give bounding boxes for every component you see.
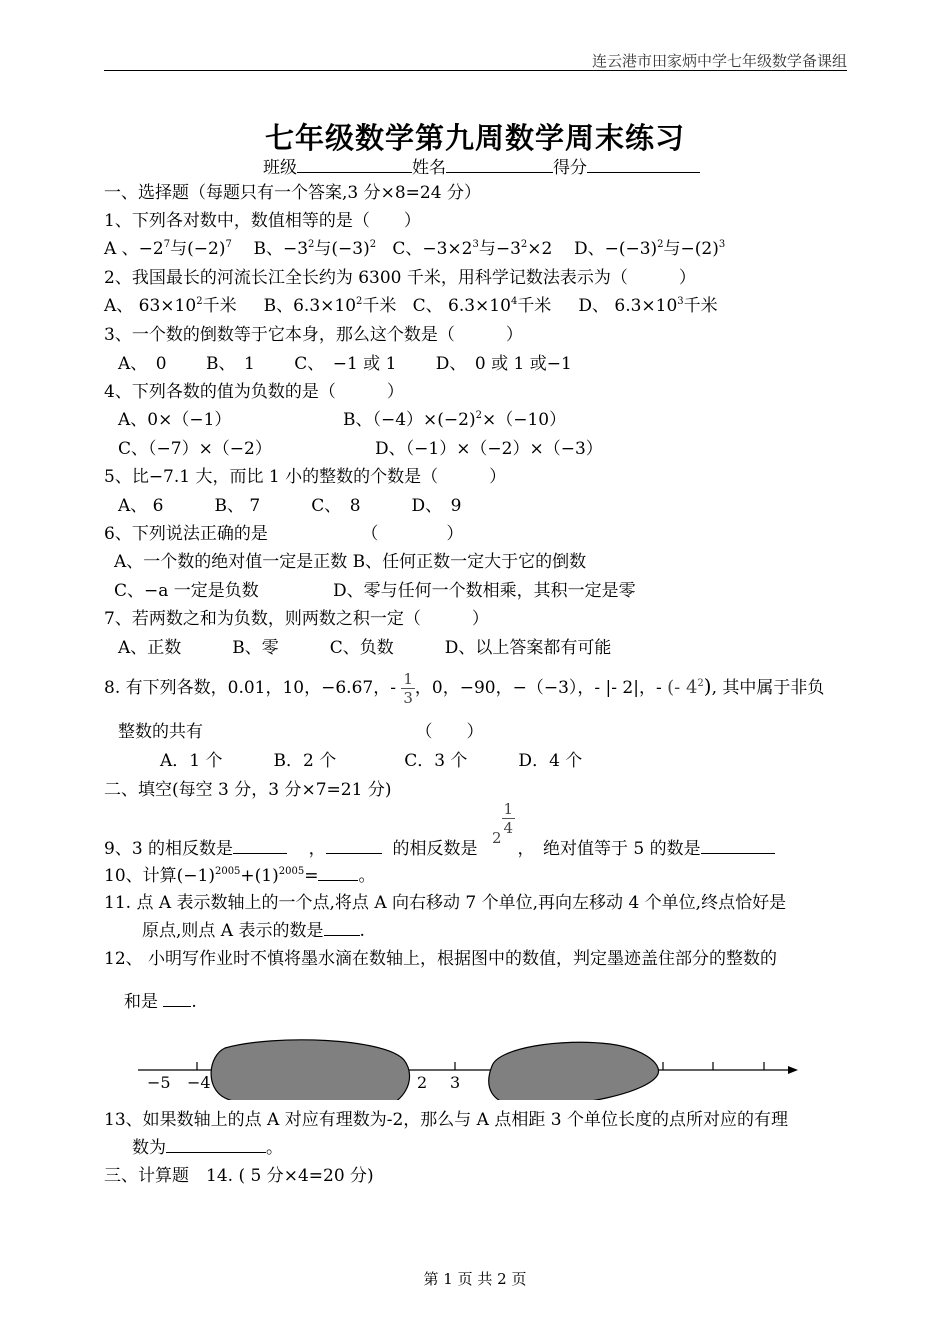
question-7-options: A、正数 B、零 C、负数 D、以上答案都有可能 — [118, 638, 612, 658]
number-line-figure — [0, 1030, 950, 1100]
fraction-one-third: $\frac{1}{3}$ — [403, 670, 413, 707]
question-6: 6、下列说法正确的是 （ ） — [104, 524, 464, 544]
header-rule — [104, 70, 847, 71]
question-2: 2、我国最长的河流长江全长约为 6300 千米，用科学记数法表示为（ ） — [104, 268, 696, 288]
ink-blot-right — [489, 1042, 659, 1100]
question-6-option-c: C、−a 一定是负数 — [114, 581, 259, 601]
tick-label-neg4: −4 — [187, 1073, 211, 1092]
tick-label-3: 3 — [450, 1073, 461, 1092]
question-8-line-2: 整数的共有 （ ） — [118, 722, 484, 742]
score-label: 得分 — [553, 158, 587, 178]
class-label: 班级 — [263, 158, 297, 178]
question-12-line-1: 12、 小明写作业时不慎将墨水滴在数轴上，根据图中的数值，判定墨迹盖住部分的整数的 — [104, 949, 778, 969]
section-3-heading: 三、计算题 14. ( 5 分×4=20 分) — [104, 1166, 374, 1186]
q9-blank-1[interactable] — [233, 838, 287, 854]
number-line-arrow — [788, 1066, 798, 1074]
page-footer: 第 1 页 共 2 页 — [423, 1270, 527, 1288]
page-title: 七年级数学第九周数学周末练习 — [264, 121, 685, 155]
question-4: 4、下列各数的值为负数的是（ ） — [104, 382, 404, 402]
question-11-line-2: 原点,则点 A 表示的数是 . — [142, 921, 365, 941]
question-1-options: A 、$-2^7$与$(-2)^7$ B、$-3^2$与$(-3)^2$ C、$-3\times 2^3$与$-3^2\times 2$ D、$-(-3)^2$与$-(2)^3$ — [104, 239, 726, 259]
question-5-options: A、 6 B、 7 C、 8 D、 9 — [118, 496, 462, 516]
section-2-heading: 二、填空(每空 3 分，3 分×7=21 分) — [104, 780, 392, 800]
name-label: 姓名 — [412, 158, 446, 178]
question-8-options: A．1 个 B．2 个 C．3 个 D．4 个 — [160, 751, 583, 771]
question-5: 5、比−7.1 大，而比 1 小的整数的个数是（ ） — [104, 467, 507, 487]
question-4-option-a: A、0×（−1） — [118, 410, 232, 430]
question-3-options: A、 0 B、 1 C、 −1 或 1 D、 0 或 1 或−1 — [118, 354, 572, 374]
question-4-option-d: D、（−1）×（−2）×（−3） — [375, 439, 603, 459]
q12-blank[interactable] — [163, 991, 191, 1007]
q13-blank[interactable] — [166, 1137, 266, 1153]
question-13-line-1: 13、如果数轴上的点 A 对应有理数为-2，那么与 A 点相距 3 个单位长度的点所对应的有理 — [104, 1110, 788, 1130]
question-6-options-ab: A、一个数的绝对值一定是正数 B、任何正数一定大于它的倒数 — [114, 552, 587, 572]
question-4-option-b: B、$(-4)\times(-2)^2\times(-10)$ — [343, 410, 567, 430]
student-info-line — [263, 157, 700, 179]
tick-label-2: 2 — [417, 1073, 428, 1092]
page-header: 连云港市田家炳中学七年级数学备课组 — [591, 52, 847, 70]
question-9: 9、3 的相反数是 ， 的相反数是 ， 绝对值等于 5 的数是 — [104, 838, 775, 860]
question-10: 10、计算$(-1)^{2005}+(1)^{2005}=$ 。 — [104, 866, 376, 886]
q9-blank-3[interactable] — [701, 838, 775, 854]
question-2-options: A、 $63\times 10^2$千米 B、$6.3\times 10^2$千米 C、 $6.3\times 10^4$千米 D、 $6.3\times 10^3$千米 — [104, 296, 718, 316]
q9-blank-2[interactable] — [326, 838, 382, 854]
name-blank[interactable] — [446, 157, 553, 173]
question-11-line-1: 11. 点 A 表示数轴上的一个点,将点 A 向右移动 7 个单位,再向左移动 4 个单位,终点恰好是 — [104, 893, 787, 913]
section-1-heading: 一、选择题（每题只有一个答案,3 分×8=24 分） — [104, 183, 481, 203]
question-7: 7、若两数之和为负数，则两数之积一定（ ） — [104, 609, 489, 629]
question-6-option-d: D、零与任何一个数相乘，其积一定是零 — [333, 581, 636, 601]
q10-blank[interactable] — [318, 865, 358, 881]
tick-label-neg5: −5 — [147, 1073, 171, 1092]
question-1: 1、下列各对数中，数值相等的是（ ） — [104, 211, 421, 231]
question-13-line-2: 数为 。 — [132, 1138, 283, 1158]
class-blank[interactable] — [297, 157, 412, 173]
score-blank[interactable] — [587, 157, 700, 173]
question-3: 3、一个数的倒数等于它本身，那么这个数是（ ） — [104, 325, 523, 345]
question-8: 8. 有下列各数，0.01，10，−6.67，- $\frac{1}{3}$ ，0，−90，−（−3），- |- 2|，- (- $4^2$), 其中属于非负 — [104, 670, 825, 707]
question-4-option-c: C、（−7）×（−2） — [118, 439, 272, 459]
question-12-line-2: 和是 . — [124, 992, 197, 1012]
ink-blot-left — [211, 1040, 409, 1100]
mixed-number-2-1-4: 2 $\frac{1}{4}$ — [492, 800, 514, 847]
q11-blank[interactable] — [324, 920, 360, 936]
